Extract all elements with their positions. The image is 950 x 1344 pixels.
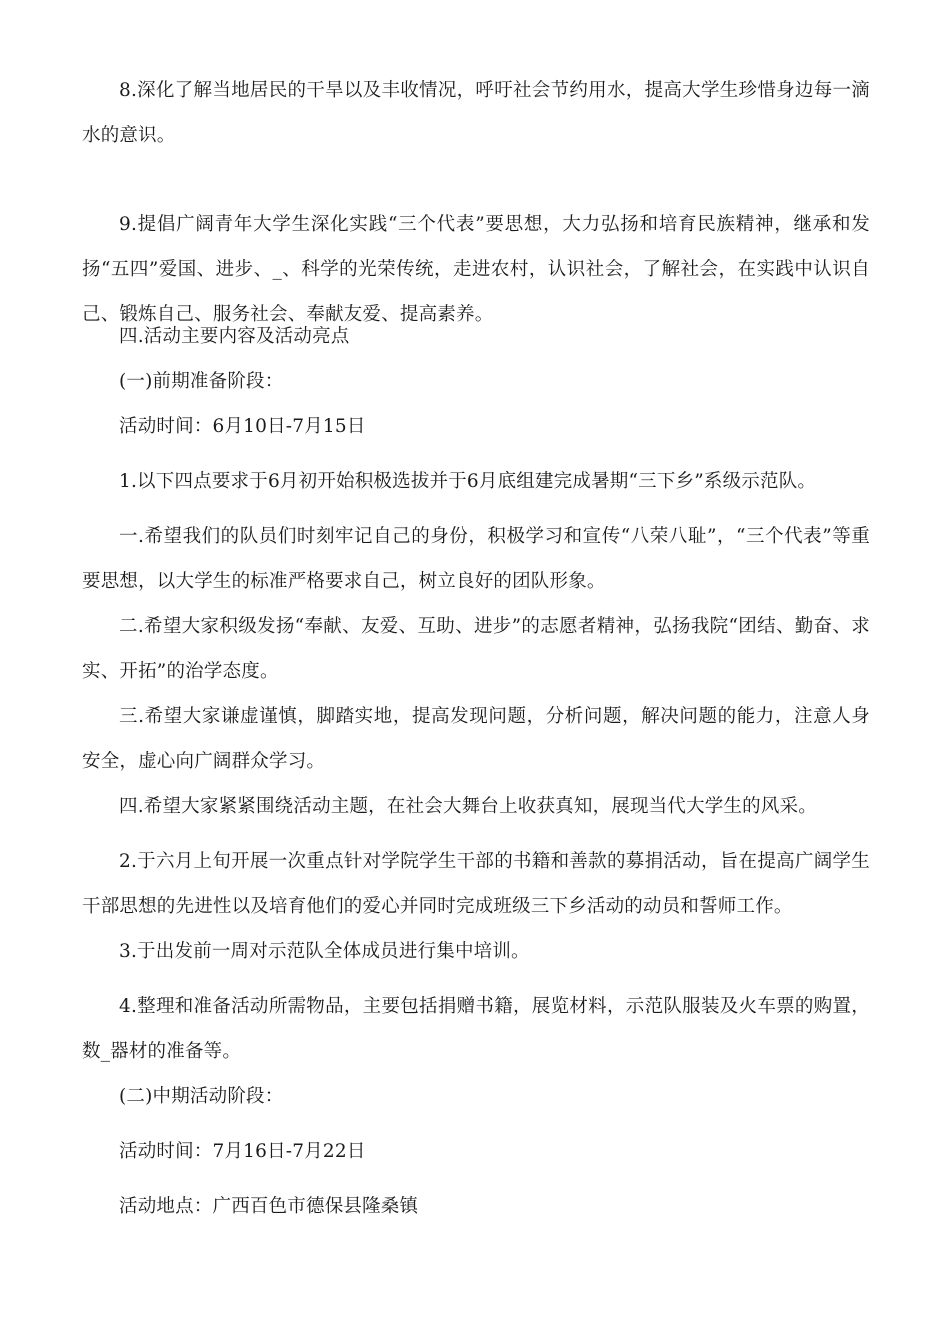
paragraph-hope-1: 一.希望我们的队员们时刻牢记自己的身份，积极学习和宣传“八荣八耻”，“三个代表”等重要思想，以大学生的标准严格要求自己，树立良好的团队形象。 [82,526,870,592]
paragraph-item-9: 9.提倡广阔青年大学生深化实践“三个代表”要思想，大力弘扬和培育民族精神，继承和发扬“五四”爱国、进步、_、科学的光荣传统，走进农村，认识社会，了解社会，在实践中认识自己、锻炼自己、服务社会、奉献友爱、提高素养。 [82,214,870,325]
subsection-heading-preparation: (一)前期准备阶段： [119,371,284,392]
paragraph-requirement-4: 4.整理和准备活动所需物品，主要包括捐赠书籍，展览材料，示范队服装及火车票的购置，数_器材的准备等。 [82,996,870,1062]
paragraph-requirement-2: 2.于六月上旬开展一次重点针对学院学生干部的书籍和善款的募捐活动，旨在提高广阔学生干部思想的先进性以及培育他们的爱心并同时完成班级三下乡活动的动员和誓师工作。 [82,851,870,917]
subsection-heading-midterm: (二)中期活动阶段： [119,1086,284,1107]
paragraph-hope-4: 四.希望大家紧紧围绕活动主题，在社会大舞台上收获真知，展现当代大学生的风采。 [119,796,817,817]
paragraph-requirement-1: 1.以下四点要求于6月初开始积极选拔并于6月底组建完成暑期“三下乡”系级示范队。 [119,471,817,492]
paragraph-item-8: 8.深化了解当地居民的干旱以及丰收情况，呼吁社会节约用水，提高大学生珍惜身边每一滴水的意识。 [82,80,870,146]
paragraph-requirement-3: 3.于出发前一周对示范队全体成员进行集中培训。 [119,941,530,962]
activity-time-preparation: 活动时间：6月10日-7月15日 [119,416,366,437]
section-heading-activity-content: 四.活动主要内容及活动亮点 [119,326,350,347]
paragraph-hope-3: 三.希望大家谦虚谨慎，脚踏实地，提高发现问题，分析问题，解决问题的能力，注意人身安全，虚心向广阔群众学习。 [82,706,870,772]
activity-time-midterm: 活动时间：7月16日-7月22日 [119,1141,366,1162]
activity-location: 活动地点：广西百色市德保县隆桑镇 [119,1196,419,1217]
paragraph-hope-2: 二.希望大家积级发扬“奉献、友爱、互助、进步”的志愿者精神，弘扬我院“团结、勤奋、求实、开拓”的治学态度。 [82,616,870,682]
